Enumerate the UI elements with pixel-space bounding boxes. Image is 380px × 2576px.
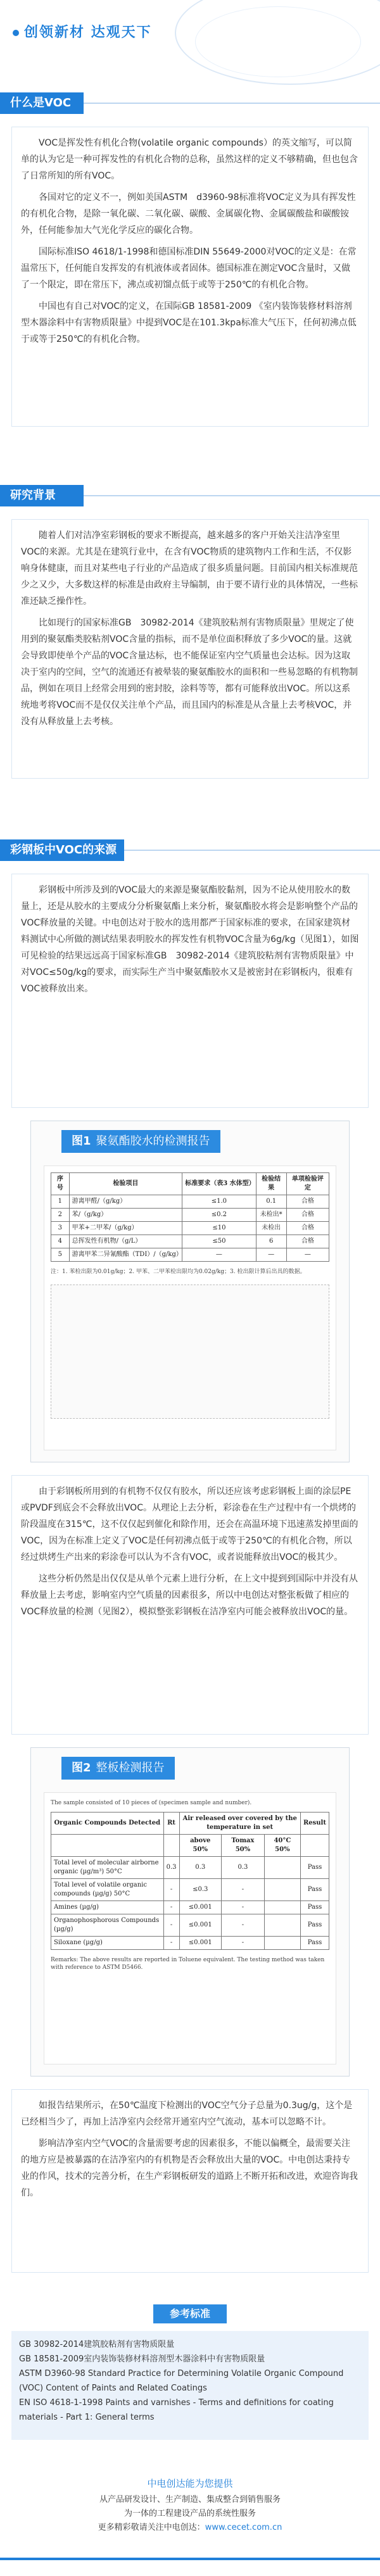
table-row: 3 甲苯+二甲苯/（g/kg） ≤10 未检出 合格 (51, 1222, 329, 1235)
paragraph: 随着人们对洁净室彩钢板的要求不断提高，越来越多的客户开始关注洁净室里VOC的来源。尤其是在建筑行业中，在含有VOC物质的建筑物内工作和生活，不仅影响身体健康，而且对某些电子行业的产品造成了很多质量问题。目前国内相关标准规范少之又少，大多数这样的标准是由政府主导编制，由于要不请行业的具体情况，一些标准还缺乏操作性。 (21, 531, 358, 606)
website-link[interactable]: www.cecet.com.cn (205, 2523, 282, 2532)
reference-item: EN ISO 4618-1-1998 Paints and varnishes - Terms and definitions for coating materials - Part 1: General terms (19, 2398, 334, 2422)
table-row: 1 游离甲醛/（g/kg） ≤1.0 0.1 合格 (51, 1195, 329, 1209)
section-header-what-is-voc (0, 89, 380, 118)
section-title: 研究背景 (0, 485, 84, 506)
figure-2-table (51, 1812, 329, 1950)
figure-1-report-scan (44, 1165, 336, 1450)
figure-2-intro: The sample consisted of 10 pieces of (specimen sample and number). (51, 1800, 252, 1806)
table-row: 2 苯/（g/kg） ≤0.2 未检出* 合格 (51, 1209, 329, 1222)
footer-line: 为一体的工程建设产品的系统性服务 (124, 2509, 256, 2518)
paragraph: 彩钢板中所涉及到的VOC最大的来源是聚氨酯胶黏剂，因为不论从使用胶水的数量上，还是从胶水的主要成分分析聚氨酯上来分析，聚氨酯胶水将会是影响整个产品的VOC释放量的关键。中电创达对于胶水的选用都严于国家标准的要求，在国家建筑材料测试中心所做的测试结果表明胶水的挥发性有机物VOC含量为6g/kg（见图1），如图可见检验的结果远远高于国家标准GB 30982-2014《建筑胶粘剂有害物质限量》中对VOC≤50g/kg的要求，而实际生产当中聚氨酯胶水又是被密封在彩钢板内，很难有VOC被释放出来。 (21, 885, 359, 994)
paragraph: 中国也有自己对VOC的定义，在国际GB 18581-2009 《室内装饰装修材料溶剂型木器涂料中有害物质限量》中提到VOC是在101.3kpa标准大气压下，任何初沸点低于或等于250℃的有机化合物。 (21, 301, 357, 344)
paragraph: 由于彩钢板所用到的有机物不仅仅有胶水，所以还应该考虑彩钢板上面的涂层PE或PVDF到底会不会释放出VOC。从理论上去分析，彩涂卷在生产过程中有一个烘烤的阶段温度在315℃，这不仅仅起到催化和除作用，还会在高温环境下迅速蒸发掉里面的VOC，因为在标准上定义了VOC是任何初沸点低于或等于250℃的有机化合物，所以经过烘烤生产出来的彩涂卷可以认为不含有VOC，或者说能释放出VOC的极其少。 (21, 1486, 358, 1562)
table-row: Amines (µg/g) - ≤0.001 - Pass (51, 1901, 329, 1914)
section-header-background (0, 481, 380, 510)
reference-item: GB 30982-2014建筑胶粘剂有害物质限量 (19, 2340, 175, 2349)
section-body-source-a (11, 874, 369, 1108)
header-banner (0, 0, 380, 70)
section-title: 什么是VOC (0, 92, 84, 114)
reference-item: ASTM D3960-98 Standard Practice for Determining Volatile Organic Compound (VOC) Content of Paints and Related Coatings (19, 2369, 344, 2393)
footer (0, 2477, 380, 2535)
reference-item: GB 18581-2009室内装饰装修材料溶剂型木器涂料中有害物质限量 (19, 2354, 265, 2364)
section-title: 彩钢板中VOC的来源 (0, 839, 124, 861)
footer-title: 中电创达能为您提供 (147, 2478, 233, 2489)
paragraph: 如报告结果所示，在50℃温度下检测出的VOC空气分子总量为0.3ug/g，这个是已经相当少了，再加上洁净室内会经常开通室内空气流动，基本可以忽略不计。 (21, 2101, 353, 2127)
section-body-background (11, 519, 369, 779)
figure-1-report-blank-area (51, 1285, 329, 1419)
table-row: Total level of volatile organic compounds (µg/g) 50°C - ≤0.3 - Pass (51, 1879, 329, 1901)
figure-1-table (51, 1172, 329, 1262)
table-row: 5 游离甲苯二异氰酸酯（TDI）/（g/kg） — — — (51, 1248, 329, 1262)
table-row: 4 总挥发性有机物/（g/L） ≤50 6 合格 (51, 1235, 329, 1248)
references-header (0, 2304, 380, 2323)
banner-decoration-inner (195, 6, 361, 77)
figure-1 (30, 1121, 350, 1462)
section-divider (84, 103, 380, 104)
brand-slogan: 创领新材 达观天下 (13, 22, 152, 41)
section-divider (124, 850, 380, 851)
figure-1-title-tag: 图1 聚氨酯胶水的检测报告 (61, 1130, 220, 1153)
section-divider (84, 495, 380, 496)
paragraph: VOC是挥发性有机化合物(volatile organic compounds）的英文缩写，可以简单的认为它是一种可挥发性的有机化合物的总称，虽然这样的定义不够精确，但也包含了日常所知的所有VOC。 (21, 138, 358, 181)
paragraph: 比如现行的国家标准GB 30982-2014《建筑胶粘剂有害物质限量》里规定了使用到的聚氨酯类胶粘剂VOC含量的指标，而不是单位面积释放了多少VOC的量。这就会导致即使单个产品的VOC含量达标，也不能保证室内空气质量也会达标。因为这取决于室内的空间，空气的流通还有被晕装的聚氨酯胶水的面积和一些易忽略的有机物制品，例如在项目上经常会用到的密封胶，涂料等等，都有可能释放出VOC。所以这系统地考将VOC而不是仅仅关注单个产品，而且国内的标准是从含量上去考核VOC，并没有从释放量上去考核。 (21, 618, 358, 727)
footer-contact: 更多精彩敬请关注中电创达：www.cecet.com.cn (98, 2523, 282, 2532)
paragraph: 国际标准ISO 4618/1-1998和德国标准DIN 55649-2000对VOC的定义是：在常温常压下，任何能自发挥发的有机液体或者固体。德国标准在测定VOC含量时，又做了一个限定，即在常压下，沸点或初馏点低于或等于250℃的有机化合物。 (21, 247, 357, 290)
table-header-row: Organic Compounds Detected Rt Air released over covered by the temperature in set Result (51, 1813, 329, 1835)
table-row: Siloxane (µg/g) - ≤0.001 - Pass (51, 1937, 329, 1950)
section-body-what-is-voc (11, 127, 369, 427)
table-subheader-row: above 50% Tomax 50% 40°C 50% (51, 1835, 329, 1857)
paragraph: 各国对它的定义不一，例如美国ASTM d3960-98标准将VOC定义为具有挥发性的有机化合物，是除一氧化碳、二氧化碳、碳酸、金属碳化物、金属碳酸盐和碳酸铵外，任何能参加大气光化学反应的碳化合物。 (21, 192, 356, 236)
table-row: Total level of molecular airborne organic (µg/m³) 50°C 0.3 0.3 0.3 Pass (51, 1857, 329, 1879)
references-title: 参考标准 (153, 2304, 227, 2323)
figure-2-remarks: Remarks: The above results are reported in Toluene equivalent. The testing method was taken with reference to ASTM D5466. (51, 1957, 325, 1971)
section-header-source (0, 836, 380, 865)
footer-line: 从产品研发设计、生产制造、集成整合到销售服务 (99, 2495, 281, 2504)
section-body-source-b (11, 1475, 369, 1735)
brand-dot-icon (13, 30, 19, 36)
footer-bar (0, 2558, 380, 2560)
section-body-source-c (11, 2089, 369, 2273)
paragraph: 这些分析仍然是出仅仅是从单个元素上进行分析，在上文中提到到国际中并没有从释放量上去考虑，影响室内空气质量的因素很多，所以中电创达对整张板做了相应的VOC释放量的检测（见图2），模拟整张彩钢板在洁净室内可能会被释放出VOC的量。 (21, 1574, 358, 1617)
figure-2-report-scan (44, 1792, 336, 2064)
figure-2-title-tag: 图2 整板检测报告 (61, 1757, 175, 1780)
table-row: Organophosphorous Compounds (µg/g) - ≤0.001 - Pass (51, 1914, 329, 1937)
figure-1-notes: 注：1. 苯检出限为0.01g/kg；2. 甲苯、二甲苯检出限均为0.02g/kg；3. 检出限计算后出具的数据。 (51, 1269, 306, 1275)
table-header-row: 序号 检验项目 标准要求（表3 水体型） 检验结果 单项检验评定 (51, 1173, 329, 1195)
references-list (11, 2331, 369, 2440)
paragraph: 影响洁净室内空气VOC的含量需要考虑的因素很多，不能以偏概全，最需要关注的地方应是被暴露的在洁净室内的有机物是否会释放出大量的VOC。中电创达秉持专业的作风，技术的完善分析，在生产彩钢板研发的道路上不断开拓和改进，欢迎咨询我们。 (21, 2139, 358, 2198)
figure-2 (30, 1747, 350, 2077)
